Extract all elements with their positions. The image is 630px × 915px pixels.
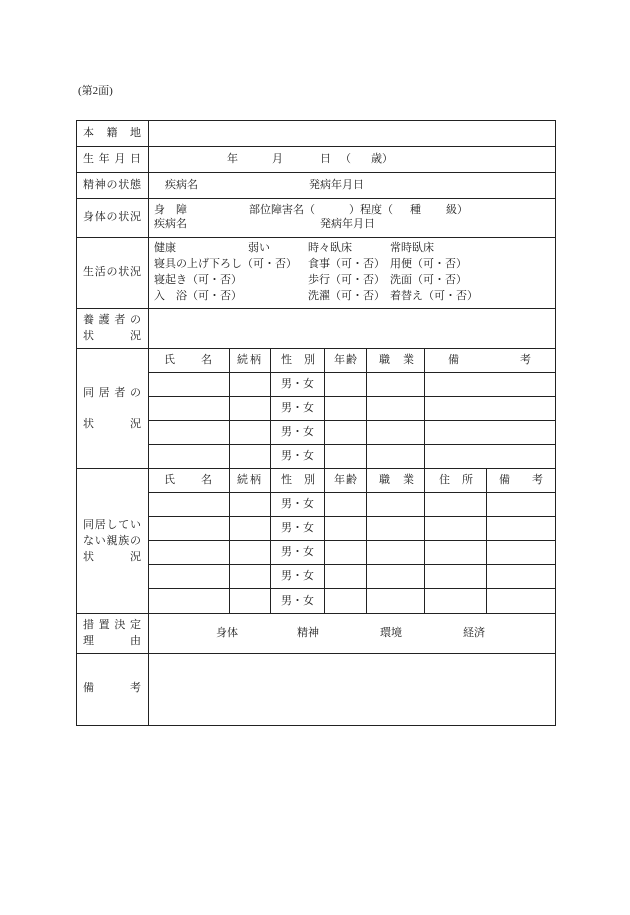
guardian-value-cell <box>149 309 556 349</box>
relatives-row-3-relation <box>230 541 271 565</box>
relatives-row-5-name <box>149 589 230 614</box>
relatives-row-2-sex: 男・女 <box>271 517 325 541</box>
birth-age-open-paren: （ <box>340 153 351 165</box>
relatives-row-5-occupation <box>367 589 425 614</box>
cohabitants-row-2-occupation <box>367 397 425 421</box>
physical-disease-label: 疾病名 <box>154 218 187 230</box>
cohabitants-row-1-sex: 男・女 <box>271 373 325 397</box>
remarks-label: 備 考 <box>83 682 141 694</box>
page-label: (第2面) <box>78 85 113 97</box>
birth-age-unit: 歳） <box>371 153 393 165</box>
cohabitants-row-2-age <box>325 397 367 421</box>
relatives-row-4-age <box>325 565 367 589</box>
measure-reason-economy: 経済 <box>463 627 485 639</box>
cohabitants-row-2-sex: 男・女 <box>271 397 325 421</box>
cohabitants-row-4-age <box>325 445 367 469</box>
mental-onset-label: 発病年月日 <box>309 179 364 191</box>
living-face-washing: 洗面（可・否） <box>390 274 467 286</box>
relatives-row-1-name <box>149 493 230 517</box>
measure-value-cell <box>149 614 556 654</box>
relatives-row-3-age <box>325 541 367 565</box>
relatives-row-1-sex: 男・女 <box>271 493 325 517</box>
relatives-row-3-remarks <box>487 541 556 565</box>
relatives-row-5-remarks <box>487 589 556 614</box>
relatives-row-2-name <box>149 517 230 541</box>
cohabitants-row-3-name <box>149 421 230 445</box>
living-walking: 歩行（可・否） <box>308 274 385 286</box>
measure-label-line-1: 措 置 決 定 <box>83 619 141 631</box>
cohabitants-row-4-occupation <box>367 445 425 469</box>
measure-reason-body: 身体 <box>216 627 238 639</box>
mental-disease-label: 疾病名 <box>165 179 198 191</box>
cohabitants-header-sex: 性 別 <box>271 349 325 373</box>
living-label: 生活の状況 <box>83 266 141 278</box>
living-toilet: 用便（可・否） <box>390 258 467 270</box>
relatives-row-4-occupation <box>367 565 425 589</box>
cohabitants-header-name: 氏 名 <box>149 349 230 373</box>
cohabitants-row-3-relation <box>230 421 271 445</box>
birth-month-unit: 月 <box>272 153 283 165</box>
relatives-row-1-address <box>425 493 487 517</box>
cohabitants-row-1-remarks <box>425 373 556 397</box>
relatives-header-name: 氏 名 <box>149 469 230 493</box>
relatives-row-4-relation <box>230 565 271 589</box>
relatives-header-remarks: 備 考 <box>487 469 556 493</box>
cohabitants-row-4-sex: 男・女 <box>271 445 325 469</box>
relatives-header-occupation: 職 業 <box>367 469 425 493</box>
relatives-row-1-relation <box>230 493 271 517</box>
birth-year-unit: 年 <box>227 153 238 165</box>
living-bathing: 入 浴（可・否） <box>154 290 242 302</box>
living-option-always-bedridden: 常時臥床 <box>390 242 434 254</box>
relatives-header-age: 年齢 <box>325 469 367 493</box>
living-meal: 食事（可・否） <box>308 258 385 270</box>
physical-part-label: 部位障害名（ <box>249 204 315 216</box>
relatives-row-4-name <box>149 565 230 589</box>
measure-reason-mind: 精神 <box>297 627 319 639</box>
relatives-row-3-sex: 男・女 <box>271 541 325 565</box>
relatives-row-2-occupation <box>367 517 425 541</box>
relatives-row-2-relation <box>230 517 271 541</box>
relatives-label-line-3: 状 況 <box>83 551 141 563</box>
cohabitants-header-relation: 続柄 <box>230 349 271 373</box>
guardian-label-line-2: 状 況 <box>83 330 141 342</box>
birth-value-cell <box>149 147 556 173</box>
relatives-row-4-remarks <box>487 565 556 589</box>
cohabitants-row-3-sex: 男・女 <box>271 421 325 445</box>
living-laundry: 洗濯（可・否） <box>308 290 385 302</box>
cohabitants-row-3-occupation <box>367 421 425 445</box>
relatives-row-5-age <box>325 589 367 614</box>
cohabitants-row-1-age <box>325 373 367 397</box>
cohabitants-label-line-2: 状 況 <box>83 418 141 430</box>
relatives-row-3-address <box>425 541 487 565</box>
honseki-label: 本 籍 地 <box>83 127 141 139</box>
relatives-label-line-2: ない親族の <box>83 535 141 547</box>
relatives-row-5-relation <box>230 589 271 614</box>
guardian-label-line-1: 養 護 者 の <box>83 314 141 326</box>
physical-label: 身体の状況 <box>83 211 141 223</box>
measure-label-line-2: 理 由 <box>83 635 141 647</box>
relatives-row-4-address <box>425 565 487 589</box>
relatives-row-3-name <box>149 541 230 565</box>
honseki-value-cell <box>149 121 556 147</box>
cohabitants-row-3-age <box>325 421 367 445</box>
physical-kind-label: 種 <box>410 204 421 216</box>
living-option-health: 健康 <box>154 242 176 254</box>
relatives-row-1-occupation <box>367 493 425 517</box>
cohabitants-row-4-remarks <box>425 445 556 469</box>
cohabitants-row-1-relation <box>230 373 271 397</box>
physical-disability-label: 身 障 <box>154 204 187 216</box>
cohabitants-row-3-remarks <box>425 421 556 445</box>
living-option-weak: 弱い <box>248 242 270 254</box>
cohabitants-row-2-name <box>149 397 230 421</box>
relatives-header-address: 住 所 <box>425 469 487 493</box>
living-bedding: 寝具の上げ下ろし（可・否） <box>154 258 297 270</box>
relatives-row-1-age <box>325 493 367 517</box>
cohabitants-row-2-relation <box>230 397 271 421</box>
relatives-row-5-address <box>425 589 487 614</box>
relatives-row-2-remarks <box>487 517 556 541</box>
living-getting-up: 寝起き（可・否） <box>154 274 242 286</box>
relatives-row-4-sex: 男・女 <box>271 565 325 589</box>
relatives-row-3-occupation <box>367 541 425 565</box>
living-dressing: 着替え（可・否） <box>390 290 478 302</box>
cohabitants-header-age: 年齢 <box>325 349 367 373</box>
cohabitants-label-cell <box>77 349 149 469</box>
cohabitants-label-line-1: 同 居 者 の <box>83 387 141 399</box>
physical-degree-label: ）程度（ <box>349 204 393 216</box>
mental-label: 精神の状態 <box>83 179 141 191</box>
cohabitants-row-1-name <box>149 373 230 397</box>
relatives-row-2-address <box>425 517 487 541</box>
relatives-row-2-age <box>325 517 367 541</box>
remarks-value-cell <box>149 654 556 726</box>
birth-day-unit: 日 <box>320 153 331 165</box>
living-option-sometimes-bedridden: 時々臥床 <box>308 242 352 254</box>
birth-label: 生 年 月 日 <box>83 153 141 165</box>
physical-grade-label: 級） <box>446 204 468 216</box>
relatives-row-5-sex: 男・女 <box>271 589 325 614</box>
relatives-header-sex: 性 別 <box>271 469 325 493</box>
cohabitants-row-4-relation <box>230 445 271 469</box>
cohabitants-row-2-remarks <box>425 397 556 421</box>
relatives-row-1-remarks <box>487 493 556 517</box>
cohabitants-row-4-name <box>149 445 230 469</box>
cohabitants-row-1-occupation <box>367 373 425 397</box>
cohabitants-header-occupation: 職 業 <box>367 349 425 373</box>
relatives-label-line-1: 同居してい <box>83 519 141 531</box>
measure-reason-environment: 環境 <box>380 627 402 639</box>
relatives-header-relation: 続柄 <box>230 469 271 493</box>
physical-onset-label: 発病年月日 <box>320 218 375 230</box>
cohabitants-header-remarks: 備 考 <box>425 349 556 373</box>
